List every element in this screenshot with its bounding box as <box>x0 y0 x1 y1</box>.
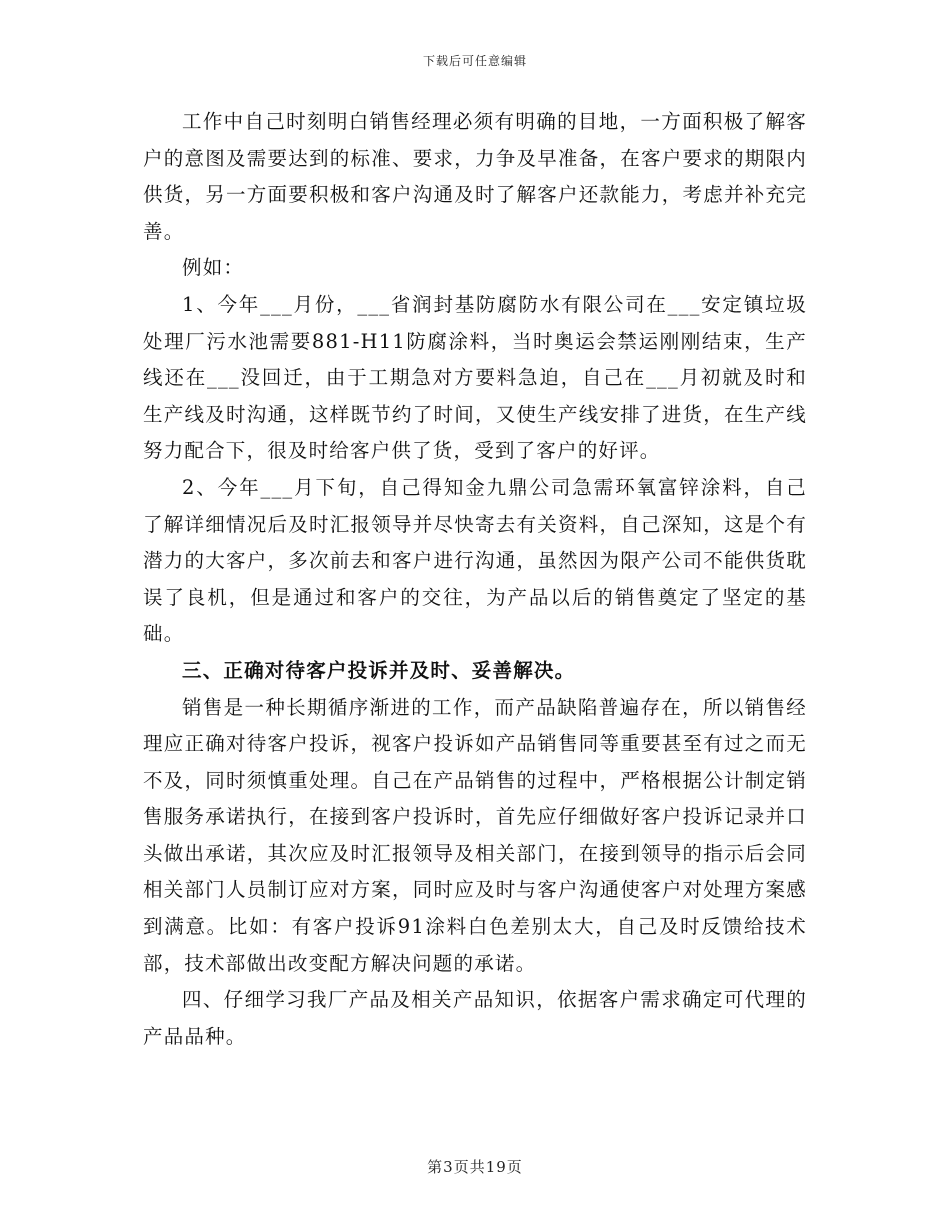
document-body <box>143 104 807 1055</box>
paragraph-example-label: 例如： <box>182 256 245 280</box>
section-heading-4: 四、仔细学习我厂产品及相关产品知识，依据客户需求确定可代理的产品品种。 <box>143 988 807 1048</box>
page-header: 下载后可任意编辑 <box>422 54 527 68</box>
paragraph-example-2: 2、今年___月下旬，自己得知金九鼎公司急需环氧富锌涂料，自己了解详细情况后及时汇报领导并尽快寄去有关资料，自己深知，这是个有潜力的大客户，多次前去和客户进行沟通，虽然因为限产公司不能供货耽误了良机，但是通过和客户的交往，为产品以后的销售奠定了坚定的基础。 <box>143 475 807 646</box>
paragraph-intro: 工作中自己时刻明白销售经理必须有明确的目地，一方面积极了解客户的意图及需要达到的标准、要求，力争及早准备，在客户要求的期限内供货，另一方面要积极和客户沟通及时了解客户还款能力，考虑并补充完善。 <box>143 110 807 243</box>
paragraph-complaints: 销售是一种长期循序渐进的工作，而产品缺陷普遍存在，所以销售经理应正确对待客户投诉，视客户投诉如产品销售同等重要甚至有过之而无不及，同时须慎重处理。自己在产品销售的过程中，严格根据公计制定销售服务承诺执行，在接到客户投诉时，首先应仔细做好客户投诉记录并口头做出承诺，其次应及时汇报领导及相关部门，在接到领导的指示后会同相关部门人员制订应对方案，同时应及时与客户沟通使客户对处理方案感到满意。比如：有客户投诉91涂料白色差别太大，自己及时反馈给技术部，技术部做出改变配方解决问题的承诺。 <box>143 695 807 975</box>
paragraph-example-1: 1、今年___月份，___省润封基防腐防水有限公司在___安定镇垃圾处理厂污水池需要881-H11防腐涂料，当时奥运会禁运刚刚结束，生产线还在___没回迁，由于工期急对方要料急迫，自己在___月初就及时和生产线及时沟通，这样既节约了时间，又使生产线安排了进货，在生产线努力配合下，很及时给客户供了货，受到了客户的好评。 <box>143 292 807 463</box>
section-heading-3: 三、正确对待客户投诉并及时、妥善解决。 <box>182 658 576 682</box>
page-footer: 第3页共19页 <box>427 1158 523 1176</box>
